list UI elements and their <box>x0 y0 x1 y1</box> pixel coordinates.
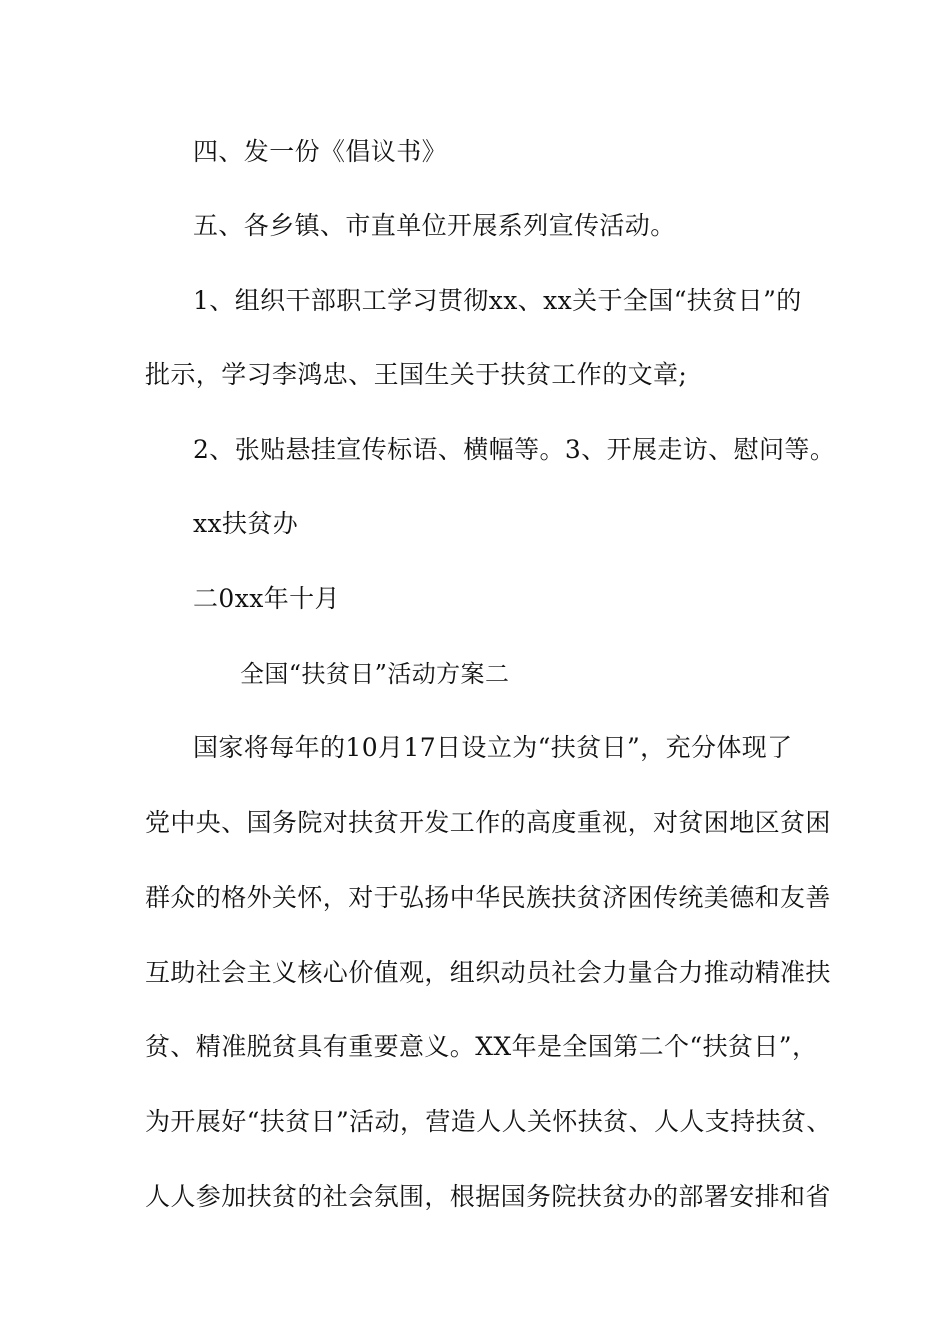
signature-date: 二0xx年十月 <box>193 584 340 613</box>
section-title: 全国“扶贫日”活动方案二 <box>240 660 510 688</box>
paragraph-line-2: 党中央、国务院对扶贫开发工作的高度重视，对贫困地区贫困 <box>145 808 831 837</box>
subitems-two-three: 2、张贴悬挂宣传标语、横幅等。3、开展走访、慰问等。 <box>193 435 836 464</box>
paragraph-line-6: 为开展好“扶贫日”活动，营造人人关怀扶贫、人人支持扶贫、 <box>145 1107 832 1136</box>
subitem-one-line1: 1、组织干部职工学习贯彻xx、xx关于全国“扶贫日”的 <box>193 286 802 315</box>
subitem-one-line2: 批示，学习李鸿忠、王国生关于扶贫工作的文章; <box>145 360 688 389</box>
paragraph-line-7: 人人参加扶贫的社会氛围，根据国务院扶贫办的部署安排和省 <box>145 1182 831 1211</box>
paragraph-line-5: 贫、精准脱贫具有重要意义。XX年是全国第二个“扶贫日”， <box>145 1032 818 1061</box>
item-four: 四、发一份《倡议书》 <box>193 137 448 166</box>
signature-office: xx扶贫办 <box>193 509 299 538</box>
paragraph-line-4: 互助社会主义核心价值观，组织动员社会力量合力推动精准扶 <box>145 958 831 987</box>
item-five: 五、各乡镇、市直单位开展系列宣传活动。 <box>193 211 676 240</box>
paragraph-line-1: 国家将每年的10月17日设立为“扶贫日”，充分体现了 <box>193 733 793 762</box>
paragraph-line-3: 群众的格外关怀，对于弘扬中华民族扶贫济困传统美德和友善 <box>145 883 831 912</box>
